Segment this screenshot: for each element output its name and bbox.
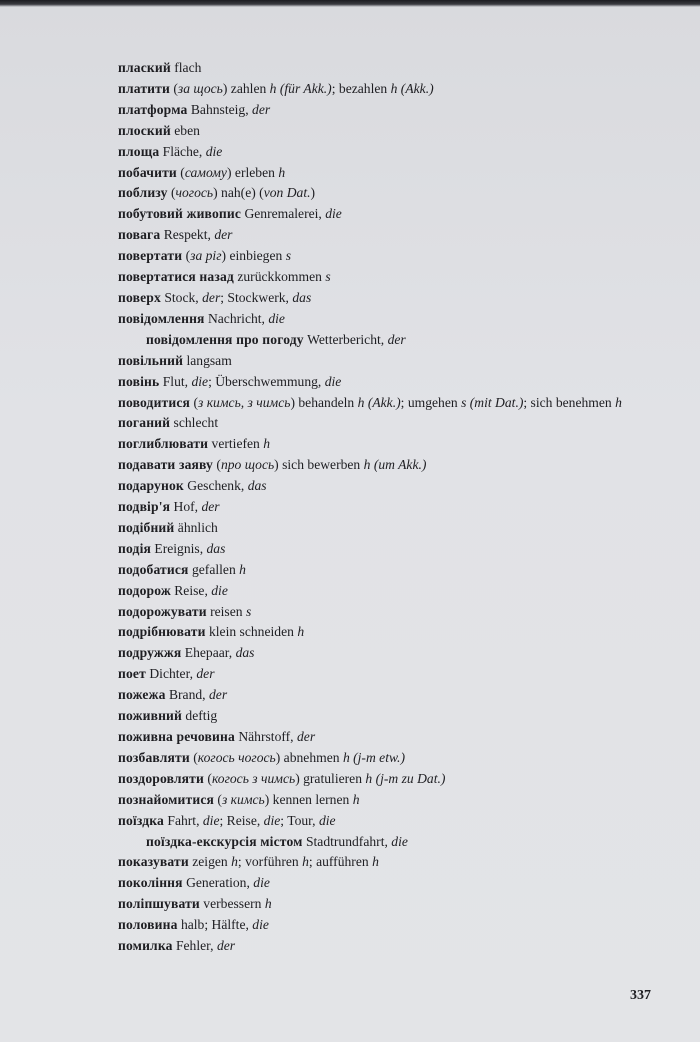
translation-text: reisen [206, 603, 246, 619]
grammar-marker: h [615, 394, 622, 410]
glossary-entry [118, 163, 623, 184]
grammar-marker: der [216, 938, 236, 954]
glossary-entry [118, 476, 623, 497]
glossary-entry [118, 602, 623, 623]
translation-text: ( [204, 770, 212, 786]
usage-note: з кимсь [221, 791, 265, 807]
headword: платформа [118, 101, 188, 117]
headword: покоління [118, 875, 183, 891]
translation-text: ) zahlen [222, 80, 270, 96]
translation-text: eben [170, 122, 200, 138]
translation-text: Fahrt, [163, 812, 203, 828]
glossary-entry [118, 811, 623, 832]
translation-text: ; Tour, [280, 812, 319, 828]
glossary-entries [118, 58, 623, 957]
headword: подавати заяву [118, 457, 213, 473]
usage-note: когось чогось [197, 749, 276, 765]
headword: подія [118, 540, 151, 556]
glossary-entry [118, 351, 623, 372]
translation-text: ) erleben [226, 164, 279, 180]
grammar-marker: das [247, 478, 267, 494]
translation-text: Nährstoff, [234, 729, 297, 744]
grammar-marker: das [235, 645, 255, 661]
usage-note: чогось [175, 185, 214, 201]
grammar-marker: von Dat. [263, 185, 311, 201]
grammar-marker: das [292, 289, 312, 305]
translation-text: zeigen [188, 854, 232, 870]
scan-top-edge [0, 0, 700, 7]
headword: подобатися [118, 561, 189, 577]
translation-text: Genremalerei, [241, 206, 326, 222]
glossary-entry [118, 246, 623, 267]
grammar-marker: die [268, 310, 285, 326]
translation-text: ähnlich [174, 519, 218, 535]
translation-text: schlecht [170, 415, 219, 431]
usage-note: когось з чимсь [211, 770, 296, 786]
grammar-marker: der [202, 289, 221, 305]
translation-text: klein schneiden [205, 624, 298, 640]
grammar-marker: die [324, 373, 342, 389]
glossary-entry [118, 225, 623, 246]
headword: повертати [118, 248, 183, 264]
headword: площа [118, 143, 160, 159]
grammar-marker: die [252, 917, 269, 933]
glossary-entry [118, 622, 623, 643]
translation-text: ( [213, 457, 221, 473]
headword: повільний [118, 352, 184, 368]
grammar-marker: der [196, 666, 215, 682]
translation-text: deftig [182, 708, 218, 724]
headword: показувати [118, 854, 189, 870]
translation-text: Fläche, [159, 143, 206, 159]
translation-text: Fehler, [172, 938, 217, 954]
grammar-marker: s [285, 248, 291, 264]
translation-text: Generation, [182, 875, 254, 891]
translation-text: ) kennen lernen [264, 791, 353, 807]
headword: поет [118, 666, 146, 682]
glossary-entry [118, 204, 623, 225]
glossary-entry [118, 434, 623, 455]
glossary-entry [118, 497, 623, 518]
grammar-marker: die [391, 833, 408, 849]
grammar-marker: h [264, 896, 272, 912]
translation-text: Wetterbericht, [303, 331, 388, 347]
translation-text: Flut, [159, 373, 192, 389]
glossary-entry [118, 455, 623, 476]
translation-text: ; sich benehmen [523, 394, 616, 410]
headword: побутовий живопис [118, 206, 242, 222]
headword: поїздка [118, 812, 164, 828]
glossary-entry [118, 79, 623, 100]
grammar-marker: der [201, 499, 220, 515]
translation-text: Brand, [165, 687, 209, 703]
headword: половина [118, 917, 178, 933]
headword: подібний [118, 519, 175, 535]
glossary-entry [118, 267, 623, 288]
headword: пожежа [118, 687, 166, 703]
headword: поліпшувати [118, 896, 200, 912]
headword: поглиблювати [118, 436, 209, 452]
grammar-marker: die [202, 812, 220, 828]
glossary-entry [118, 769, 623, 790]
glossary-entry [118, 936, 623, 957]
glossary-entry [118, 581, 623, 602]
grammar-marker: der [296, 729, 316, 744]
translation-text: Reise, [170, 582, 212, 598]
headword: помилка [118, 938, 173, 954]
grammar-marker: h [231, 854, 238, 870]
usage-note: про щось [220, 457, 275, 473]
translation-text: ) gratulieren [295, 770, 366, 786]
translation-text: vertiefen [208, 436, 264, 452]
grammar-marker: h (j-m etw.) [342, 749, 405, 765]
grammar-marker: der [208, 687, 228, 703]
glossary-subentry [118, 832, 623, 853]
grammar-marker: h [372, 854, 379, 870]
glossary-entry [118, 58, 623, 79]
translation-text: ) behandeln [290, 394, 358, 410]
headword: поживний [118, 708, 183, 724]
translation-text: flach [170, 60, 202, 75]
page-number: 337 [630, 988, 651, 1003]
glossary-entry [118, 894, 623, 915]
glossary-entry [118, 372, 623, 393]
grammar-marker: die [253, 875, 270, 891]
translation-text: ; Überschwemmung, [208, 373, 325, 389]
headword: позбавляти [118, 749, 190, 765]
translation-text: zurückkommen [233, 269, 326, 285]
translation-text: ( [176, 164, 185, 180]
grammar-marker: h [239, 561, 246, 577]
grammar-marker: das [206, 540, 226, 556]
translation-text: Ereignis, [151, 540, 207, 556]
translation-text: ; vorführen [237, 854, 303, 870]
translation-text: Stadtrundfahrt, [302, 833, 392, 849]
grammar-marker: s [325, 269, 331, 285]
headword: поживна речовина [118, 729, 235, 744]
translation-text: ( [190, 394, 198, 410]
glossary-entry [118, 852, 623, 873]
glossary-entry [118, 539, 623, 560]
translation-text: ; Reise, [219, 812, 264, 828]
headword: повінь [118, 373, 160, 389]
glossary-entry [118, 288, 623, 309]
glossary-entry [118, 727, 623, 748]
translation-text: ) sich bewerben [274, 457, 364, 473]
headword: поводитися [118, 394, 191, 410]
translation-text: Stock, [160, 289, 203, 305]
translation-text: Bahnsteig, [187, 101, 253, 117]
headword: подарунок [118, 478, 184, 494]
headword: подрібнювати [118, 624, 206, 640]
glossary-entry [118, 643, 623, 664]
translation-text: ) [310, 185, 316, 201]
headword: повідомлення [118, 310, 205, 326]
glossary-entry [118, 183, 623, 204]
translation-text: ; Stockwerk, [220, 289, 293, 305]
grammar-marker: die [211, 582, 228, 598]
headword: повага [118, 227, 161, 243]
translation-text: Respekt, [160, 227, 215, 243]
glossary-entry [118, 100, 623, 121]
grammar-marker: h [278, 164, 286, 180]
glossary-entry [118, 915, 623, 936]
translation-text: ( [214, 791, 222, 807]
grammar-marker: die [325, 206, 342, 222]
usage-note: самому [184, 164, 227, 180]
grammar-marker: h (Akk.) [357, 394, 401, 410]
translation-text: ( [182, 248, 191, 264]
translation-text: Ehepaar, [181, 645, 236, 661]
glossary-entry [118, 518, 623, 539]
headword: поверх [118, 289, 161, 305]
grammar-marker: die [318, 812, 336, 828]
grammar-marker: s (mit Dat.) [461, 394, 524, 410]
glossary-entry [118, 873, 623, 894]
grammar-marker: s [245, 603, 252, 619]
usage-note: за ріг [190, 248, 222, 264]
translation-text: ; bezahlen [331, 80, 391, 96]
glossary-entry [118, 685, 623, 706]
headword: подорожувати [118, 603, 207, 619]
glossary-entry [118, 393, 623, 414]
grammar-marker: h (um Akk.) [363, 457, 427, 473]
translation-text: verbessern [199, 896, 265, 912]
headword: подружжя [118, 645, 182, 661]
translation-text: gefallen [188, 561, 240, 577]
glossary-subentry [118, 330, 623, 351]
grammar-marker: h (für Akk.) [269, 80, 332, 96]
glossary-entry [118, 142, 623, 163]
grammar-marker: h [297, 624, 305, 640]
glossary-entry [118, 790, 623, 811]
translation-text: ) nah(e) ( [213, 185, 264, 201]
grammar-marker: h (Akk.) [390, 80, 434, 96]
translation-text: ( [167, 185, 176, 201]
headword: повертатися назад [118, 269, 234, 285]
translation-text: Geschenk, [183, 478, 248, 494]
grammar-marker: h [302, 854, 309, 870]
headword: поганий [118, 415, 171, 431]
usage-note: з кимсь, з чимсь [198, 394, 291, 410]
translation-text: ( [189, 749, 198, 765]
headword: подорож [118, 582, 171, 598]
glossary-entry [118, 664, 623, 685]
glossary-entry [118, 748, 623, 769]
translation-text: halb; Hälfte, [177, 917, 253, 933]
headword: платити [118, 80, 170, 96]
translation-text: ; umgehen [400, 394, 462, 410]
translation-text: ; aufführen [308, 854, 373, 870]
headword: поблизу [118, 185, 168, 201]
headword: подвір'я [118, 499, 171, 515]
grammar-marker: die [205, 143, 223, 159]
headword: плаский [118, 60, 171, 75]
grammar-marker: h (j-m zu Dat.) [365, 770, 446, 786]
headword: поздоровляти [118, 770, 204, 786]
grammar-marker: der [214, 227, 233, 243]
translation-text: Nachricht, [204, 310, 269, 326]
glossary-entry [118, 706, 623, 727]
headword: плоский [118, 122, 171, 138]
translation-text: ) abnehmen [275, 749, 343, 765]
translation-text: ( [169, 80, 178, 96]
translation-text: ) einbiegen [221, 248, 286, 264]
glossary-entry [118, 560, 623, 581]
grammar-marker: der [252, 101, 271, 117]
headword: поїздка-екскурсія містом [146, 833, 303, 849]
glossary-entry [118, 413, 623, 434]
translation-text: Dichter, [145, 666, 197, 682]
usage-note: за щось [177, 80, 223, 96]
grammar-marker: die [263, 812, 281, 828]
grammar-marker: die [191, 373, 209, 389]
translation-text: Hof, [170, 499, 202, 515]
translation-text: langsam [183, 352, 232, 368]
grammar-marker: der [387, 331, 406, 347]
headword: побачити [118, 164, 177, 180]
glossary-entry [118, 309, 623, 330]
grammar-marker: h [263, 436, 271, 452]
glossary-entry [118, 121, 623, 142]
grammar-marker: h [352, 791, 360, 807]
headword: повідомлення про погоду [146, 331, 304, 347]
headword: познайомитися [118, 791, 215, 807]
